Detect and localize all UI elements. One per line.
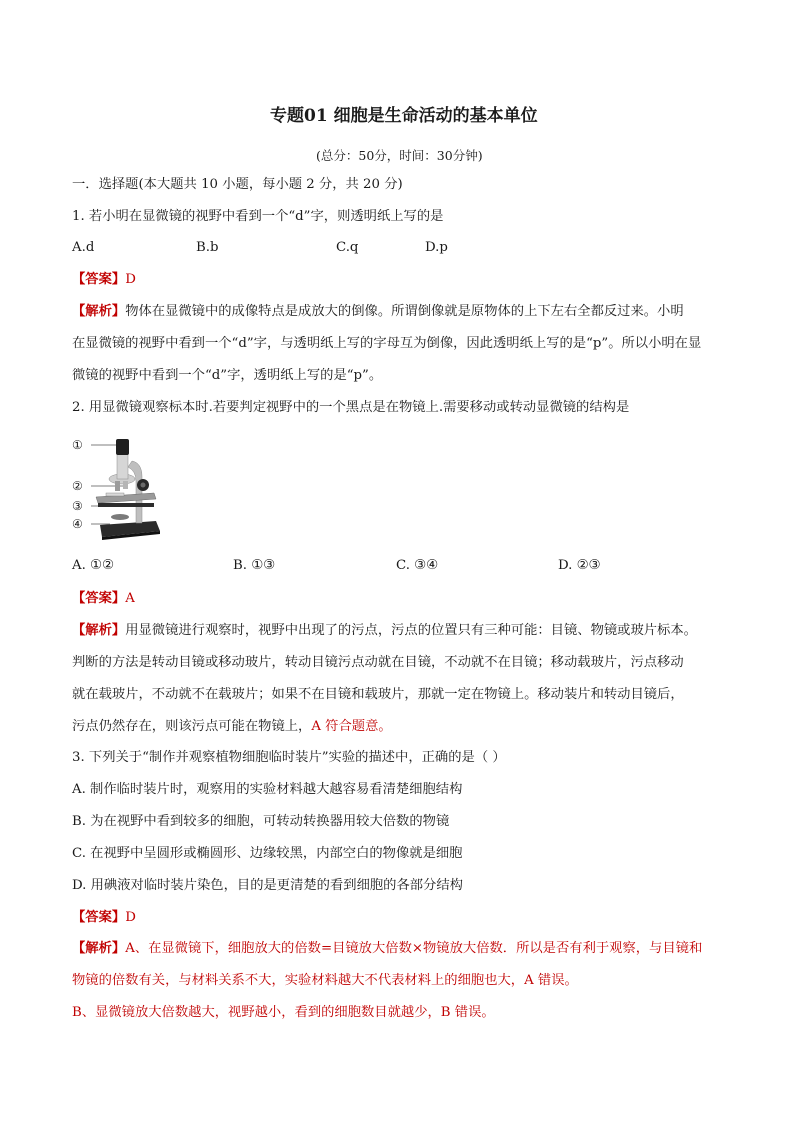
- analysis-tag: 【解析】: [72, 623, 126, 638]
- microscope-icon: [72, 437, 164, 543]
- answer-tag: 【答案】: [72, 910, 126, 925]
- q1-stem: 1. 若小明在显微镜的视野中看到一个“d”字，则透明纸上写的是: [72, 209, 444, 224]
- q2-option-c: C. ③④: [396, 558, 438, 573]
- q3-stem: 3. 下列关于“制作并观察植物细胞临时装片”实验的描述中，正确的是（ ）: [72, 750, 506, 765]
- q3-answer: [72, 908, 136, 928]
- q1-analysis-line-1: [72, 302, 684, 322]
- q3-option-b: B. 为在视野中看到较多的细胞，可转动转换器用较大倍数的物镜: [72, 814, 450, 829]
- q1-option-d: D.p: [425, 240, 448, 255]
- q1-option-c: C.q: [336, 240, 359, 255]
- figure-label-2: ②: [72, 479, 83, 493]
- page-title: 专题01 细胞是生命活动的基本单位: [270, 106, 538, 126]
- figure-label-3: ③: [72, 499, 83, 513]
- figure-label-1: ①: [72, 438, 83, 452]
- q2-analysis-line-1: [72, 621, 697, 641]
- q3-option-d: D. 用碘液对临时装片染色，目的是更清楚的看到细胞的各部分结构: [72, 878, 463, 893]
- q1-analysis-text-1: 物体在显微镜中的成像特点是成放大的倒像。所谓倒像就是原物体的上下左右全都反过来。小明: [125, 304, 684, 319]
- analysis-tag: 【解析】: [72, 941, 126, 956]
- exam-info: (总分：50分，时间：30分钟): [316, 148, 483, 163]
- q3-analysis-line-3: [72, 1003, 495, 1023]
- q2-analysis-text-1: 用显微镜进行观察时，视野中出现了的污点，污点的位置只有三种可能：目镜、物镜或玻片标本。: [125, 623, 697, 638]
- q2-option-d: D. ②③: [558, 558, 601, 573]
- q2-analysis-line-4: [72, 717, 392, 737]
- q2-analysis-conclusion: A 符合题意。: [311, 719, 392, 734]
- q2-answer: [72, 589, 135, 609]
- q3-analysis-text-2: 物镜的倍数有关，与材料关系不大，实验材料越大不代表材料上的细胞也大，: [72, 973, 525, 988]
- figure-label-4: ④: [72, 517, 83, 531]
- answer-tag: 【答案】: [72, 272, 126, 287]
- q2-analysis-line-3: 就在载玻片，不动就不在载玻片；如果不在目镜和载玻片，那就一定在物镜上。移动装片和转动目镜后，: [72, 687, 684, 702]
- q2-option-b: B. ①③: [233, 558, 276, 573]
- q2-option-a: A. ①②: [72, 558, 114, 573]
- q3-option-a: A. 制作临时装片时，观察用的实验材料越大越容易看清楚细胞结构: [72, 782, 463, 797]
- analysis-tag: 【解析】: [72, 304, 126, 319]
- q1-option-a: A.d: [72, 240, 95, 255]
- q2-analysis-line-2: 判断的方法是转动目镜或移动玻片，转动目镜污点动就在目镜，不动就不在目镜；移动载玻片，污点移动: [72, 655, 684, 670]
- q1-answer: [72, 270, 136, 290]
- microscope-figure: [72, 437, 164, 543]
- q2-answer-value: A: [125, 591, 135, 606]
- q1-analysis-line-2: 在显微镜的视野中看到一个“d”字，与透明纸上写的字母互为倒像，因此透明纸上写的是“p”。所以小明在显: [72, 336, 702, 351]
- q3-analysis-text-1: A、在显微镜下，细胞放大的倍数=目镜放大倍数×物镜放大倍数．所以是否有利于观察，与目镜和: [125, 941, 703, 956]
- q3-analysis-line-2: [72, 971, 578, 991]
- q3-option-c: C. 在视野中呈圆形或椭圆形、边缘较黑，内部空白的物像就是细胞: [72, 846, 463, 861]
- q2-stem: 2. 用显微镜观察标本时.若要判定视野中的一个黑点是在物镜上.需要移动或转动显微镜的结构是: [72, 400, 630, 415]
- q3-analysis-line-1: [72, 939, 702, 959]
- q1-analysis-line-3: 微镜的视野中看到一个“d”字，透明纸上写的是“p”。: [72, 368, 383, 383]
- answer-tag: 【答案】: [72, 591, 126, 606]
- q1-answer-value: D: [125, 272, 136, 287]
- q1-option-b: B.b: [196, 240, 219, 255]
- q3-analysis-text-3: B、显微镜放大倍数越大，视野越小，看到的细胞数目就越少，B 错误。: [72, 1005, 495, 1020]
- q3-answer-value: D: [125, 910, 136, 925]
- q2-analysis-text-4: 污点仍然存在，则该污点可能在物镜上，: [72, 719, 312, 734]
- q3-analysis-verdict-a: A 错误。: [524, 973, 578, 988]
- section-heading: 一．选择题(本大题共 10 小题，每小题 2 分，共 20 分): [72, 177, 403, 192]
- q2-options: [72, 556, 672, 576]
- q1-options: [72, 238, 592, 258]
